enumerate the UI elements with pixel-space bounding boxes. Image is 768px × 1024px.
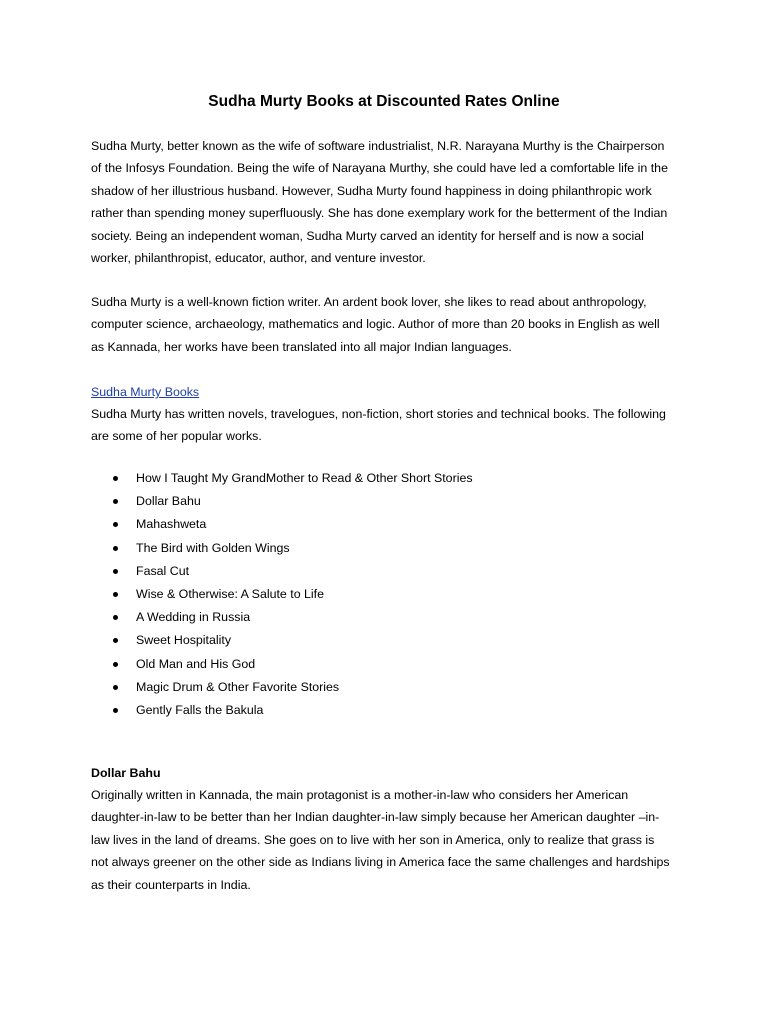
- bullet-icon: [113, 592, 118, 597]
- paragraph-line: daughter-in-law to be better than her Indian daughter-in-law simply because her American daughter –in-: [91, 810, 660, 825]
- bullet-icon: [113, 638, 118, 643]
- bullet-icon: [113, 662, 118, 667]
- paragraph-line: as Kannada, her works have been translated into all major Indian languages.: [91, 339, 512, 354]
- paragraph-line: Originally written in Kannada, the main protagonist is a mother-in-law who considers her American: [91, 788, 629, 802]
- book-title: Fasal Cut: [136, 563, 190, 578]
- intro-paragraph: [91, 135, 691, 269]
- works-intro-paragraph: [91, 403, 691, 448]
- bullet-icon: [113, 522, 118, 527]
- section-heading-dollar-bahu: Dollar Bahu: [91, 766, 161, 780]
- bullet-icon: [113, 499, 118, 504]
- fiction-writer-paragraph: [91, 291, 691, 358]
- book-title: The Bird with Golden Wings: [136, 540, 290, 555]
- bullet-icon: [113, 708, 118, 713]
- paragraph-line: not always greener on the other side as Indians living in America face the same challenges and hardships: [91, 855, 670, 870]
- bullet-icon: [113, 476, 118, 481]
- bullet-icon: [113, 569, 118, 574]
- paragraph-line: Sudha Murty has written novels, travelogues, non-fiction, short stories and technical books. The following: [91, 407, 666, 421]
- paragraph-line: as their counterparts in India.: [91, 877, 251, 892]
- paragraph-line: law lives in the land of dreams. She goes on to live with her son in America, only to realize that grass is: [91, 832, 655, 847]
- paragraph-line: of the Infosys Foundation. Being the wife of Narayana Murthy, she could have led a comfortable life in the: [91, 161, 668, 176]
- bullet-icon: [113, 546, 118, 551]
- paragraph-line: society. Being an independent woman, Sudha Murty carved an identity for herself and is now a social: [91, 228, 644, 243]
- page-title: Sudha Murty Books at Discounted Rates Online: [208, 93, 560, 110]
- paragraph-line: worker, philanthropist, educator, author, and venture investor.: [91, 251, 426, 266]
- book-title: How I Taught My GrandMother to Read & Other Short Stories: [136, 471, 473, 485]
- dollar-bahu-paragraph: [91, 784, 691, 896]
- paragraph-line: computer science, archaeology, mathematics and logic. Author of more than 20 books in English as well: [91, 317, 660, 332]
- book-title: Sweet Hospitality: [136, 633, 232, 648]
- paragraph-line: rather than spending money superfluously. She has done exemplary work for the betterment of the Indian: [91, 206, 668, 221]
- book-title: A Wedding in Russia: [136, 610, 251, 625]
- bullet-icon: [113, 615, 118, 620]
- bullet-icon: [113, 685, 118, 690]
- paragraph-line: shadow of her illustrious husband. However, Sudha Murty found happiness in doing philanthropic work: [91, 183, 652, 198]
- book-title: Dollar Bahu: [136, 494, 201, 509]
- book-title: Wise & Otherwise: A Salute to Life: [136, 586, 325, 601]
- paragraph-line: are some of her popular works.: [91, 429, 262, 444]
- book-title: Mahashweta: [136, 517, 207, 532]
- book-title: Magic Drum & Other Favorite Stories: [136, 679, 340, 694]
- paragraph-line: Sudha Murty, better known as the wife of software industrialist, N.R. Narayana Murthy is the Chairperson: [91, 139, 665, 153]
- paragraph-line: Sudha Murty is a well-known fiction writer. An ardent book lover, she likes to read about anthropology,: [91, 295, 647, 309]
- book-title: Gently Falls the Bakula: [136, 702, 264, 717]
- book-title: Old Man and His God: [136, 656, 256, 671]
- sudha-murty-books-link[interactable]: Sudha Murty Books: [91, 385, 200, 399]
